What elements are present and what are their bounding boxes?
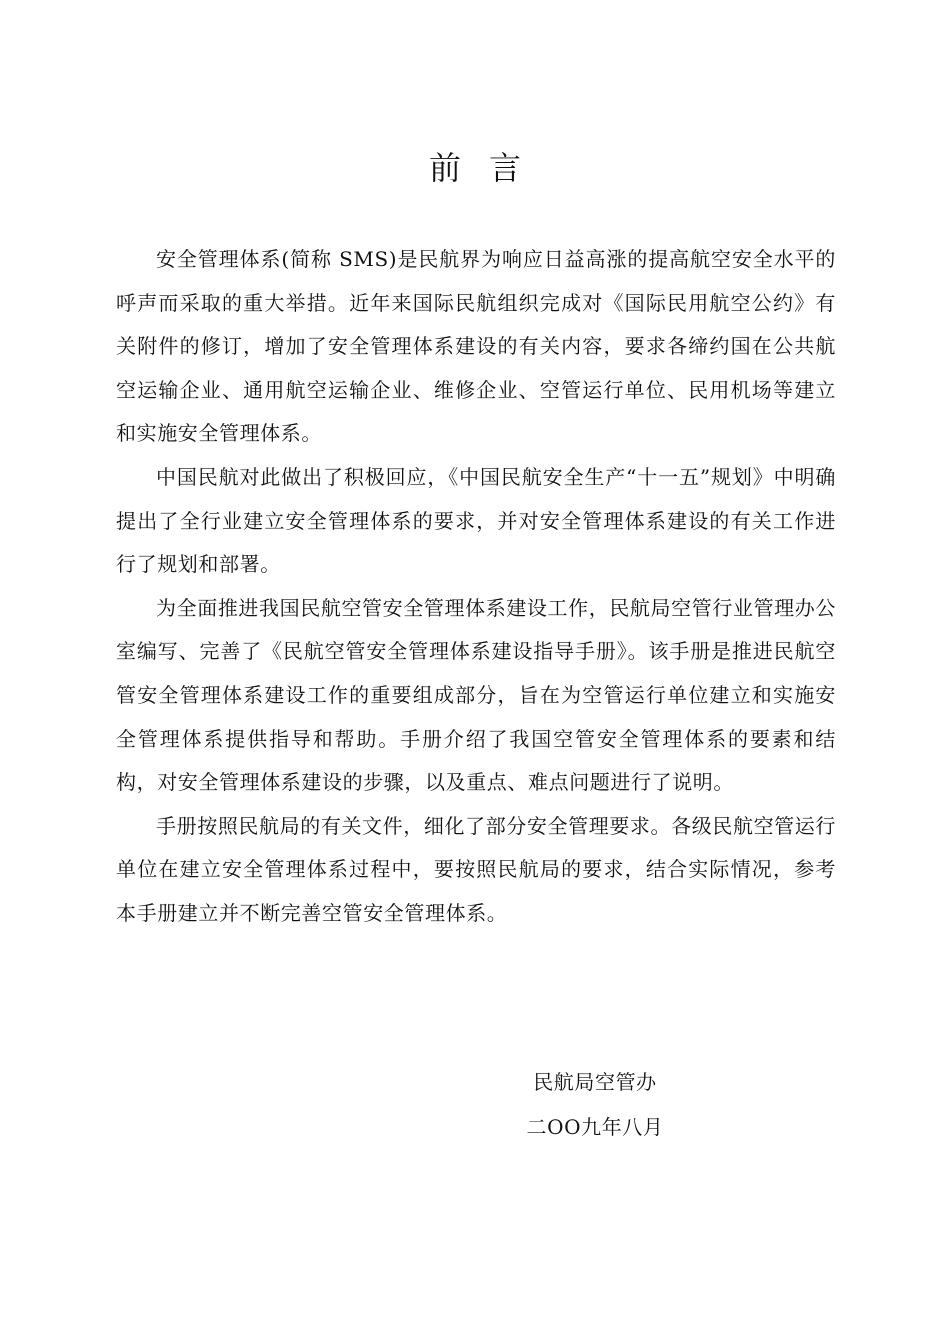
paragraph: 为全面推进我国民航空管安全管理体系建设工作，民航局空管行业管理办公室编写、完善了《民航空管安全管理体系建设指导手册》。该手册是推进民航空管安全管理体系建设工作的重要组成部分，旨在为空管运行单位建立和实施安全管理体系提供指导和帮助。手册介绍了我国空管安全管理体系的要素和结构，对安全管理体系建设的步骤，以及重点、难点问题进行了说明。 [116, 595, 836, 795]
paragraph: 安全管理体系(简称 SMS)是民航界为响应日益高涨的提高航空安全水平的呼声而采取的重大举措。近年来国际民航组织完成对《国际民用航空公约》有关附件的修订，增加了安全管理体系建设的有关内容，要求各缔约国在公共航空运输企业、通用航空运输企业、维修企业、空管运行单位、民用机场等建立和实施安全管理体系。 [116, 247, 836, 446]
paragraph: 手册按照民航局的有关文件，细化了部分安全管理要求。各级民航空管运行单位在建立安全管理体系过程中，要按照民航局的要求，结合实际情况，参考本手册建立并不断完善空管安全管理体系。 [116, 813, 836, 925]
signature-date: 二OO九年八月 [526, 1115, 664, 1139]
paragraph: 中国民航对此做出了积极回应，《中国民航安全生产“十一五”规划》中明确提出了全行业建立安全管理体系的要求，并对安全管理体系建设的有关工作进行了规划和部署。 [116, 464, 836, 577]
signature-organization: 民航局空管办 [533, 1070, 657, 1094]
preface-body [116, 238, 836, 936]
page-title: 前言 [428, 149, 549, 187]
